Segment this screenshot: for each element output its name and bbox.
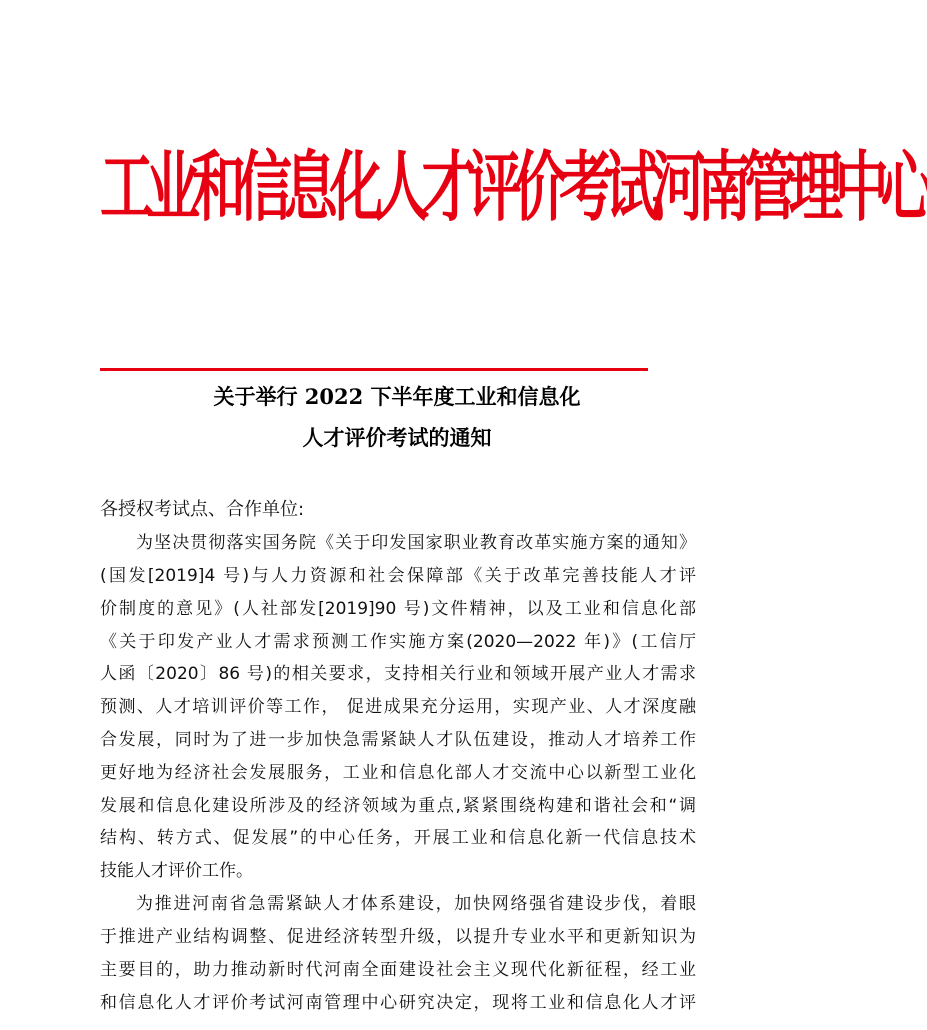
body-line: 合发展，同时为了进一步加快急需紧缺人才队伍建设，推动人才培养工作: [100, 730, 696, 750]
body-line: 主要目的，助力推动新时代河南全面建设社会主义现代化新征程，经工业: [100, 960, 696, 980]
body-line: 预测、人才培训评价等工作， 促进成果充分运用，实现产业、人才深度融: [100, 697, 696, 717]
salutation: 各授权考试点、合作单位:: [100, 499, 305, 520]
body-line: 为坚决贯彻落实国务院《关于印发国家职业教育改革实施方案的通知》: [136, 533, 696, 553]
body-line: 技能人才评价工作。: [100, 861, 253, 881]
body-line: 发展和信息化建设所涉及的经济领域为重点,紧紧围绕构建和谐社会和“调: [100, 796, 696, 816]
body-line: 结构、转方式、促发展”的中心任务，开展工业和信息化新一代信息技术: [100, 828, 696, 848]
body-line: 为推进河南省急需紧缺人才体系建设，加快网络强省建设步伐，着眼: [136, 894, 696, 914]
document-title-line-2: 人才评价考试的通知: [302, 425, 492, 450]
body-line: 更好地为经济社会发展服务，工业和信息化部人才交流中心以新型工业化: [100, 763, 696, 783]
document-title-line-1: 关于举行 2022 下半年度工业和信息化: [213, 384, 581, 409]
body-line: 和信息化人才评价考试河南管理中心研究决定，现将工业和信息化人才评: [100, 993, 696, 1013]
body-line: (国发[2019]4 号)与人力资源和社会保障部《关于改革完善技能人才评: [100, 566, 696, 586]
masthead: [100, 133, 927, 243]
body-line: 于推进产业结构调整、促进经济转型升级，以提升专业水平和更新知识为: [100, 927, 696, 947]
body-line: 价制度的意见》(人社部发[2019]90 号)文件精神，以及工业和信息化部: [100, 599, 696, 619]
red-header-rule: [100, 368, 648, 371]
body-line: 人函〔2020〕86 号)的相关要求，支持相关行业和领域开展产业人才需求: [100, 664, 696, 684]
masthead-org-name: 工业和信息化人才评价考试河南管理中心: [100, 143, 927, 232]
body-line: 《关于印发产业人才需求预测工作实施方案(2020—2022 年)》(工信厅: [100, 632, 696, 652]
